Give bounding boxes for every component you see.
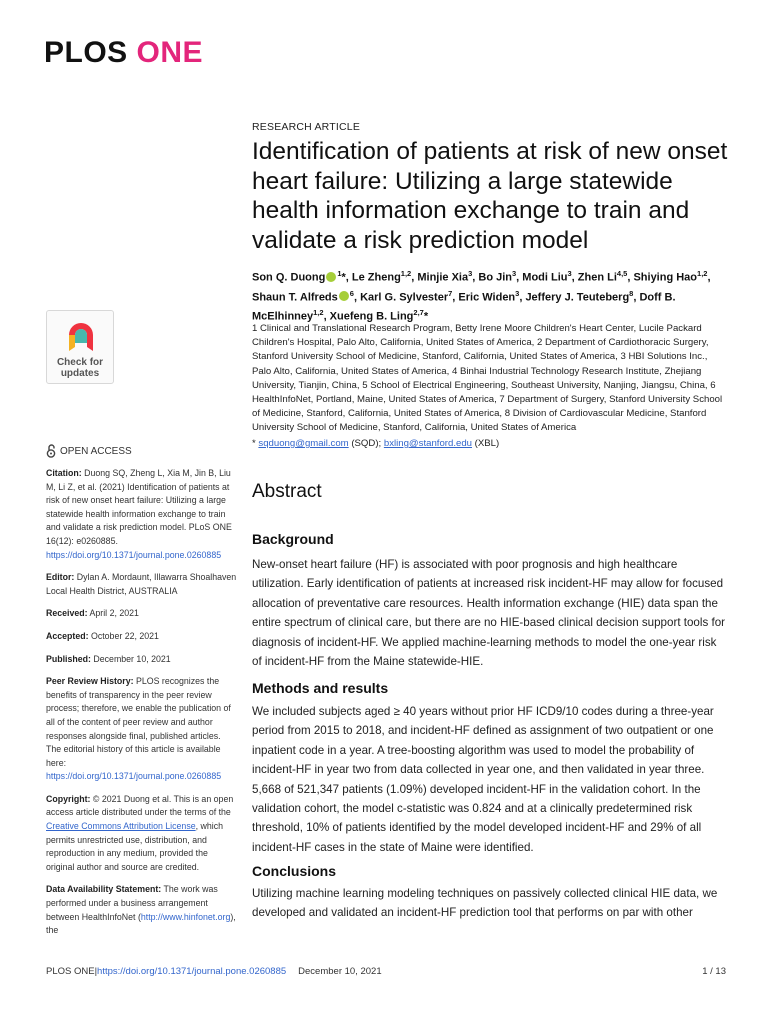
editor-label: Editor: [46,572,75,583]
author-affil: 3 [567,269,572,278]
license-link[interactable]: Creative Commons Attribution License [46,821,196,832]
article-metadata-sidebar [46,467,238,947]
copyright-label: Copyright: [46,793,91,804]
logo-plos-text: PLOS [44,36,128,69]
author-name: , Shiying Hao [627,271,698,284]
author-name: , Shaun T. Alfreds [252,271,711,304]
accepted-block [46,630,238,644]
author-affil: 3 [515,288,520,298]
crossmark-icon [65,317,97,355]
received-date: April 2, 2021 [87,608,139,619]
open-access [46,444,132,458]
author-affil: 2,7 [413,308,424,318]
published-date: December 10, 2021 [90,653,171,664]
check-for-updates-badge[interactable] [46,310,114,384]
author-affil: 1,2 [400,269,412,278]
author-name: , Karl G. Sylvester [353,291,449,304]
peer-review-label: Peer Review History: [46,676,134,687]
email-tag: (XBL) [472,438,500,449]
hinfonet-link[interactable]: http://www.hinfonet.org [140,911,231,922]
copyright-text-2: , which permits unrestricted use, distribution, and reproduction in any medium, provided the original author and source are credited. [46,821,224,872]
citation-text: Duong SQ, Zheng L, Xia M, Jin B, Liu M, Li Z, et al. (2021) Identification of patients at risk of new onset heart failure: Utilizing a large statewide health information exchange to train and validate a risk prediction model. PLoS ONE 16(12): e0260885. [46,468,232,546]
copyright-text: © 2021 Duong et al. This is an open access article distributed under the terms of the [46,793,234,818]
accepted-date: October 22, 2021 [88,630,159,641]
orcid-icon[interactable] [339,291,349,301]
badge-line-1: Check for [56,357,104,368]
corresponding-star: * [252,438,259,449]
background-heading: Background [252,531,334,547]
logo-one-text: ONE [136,36,204,69]
conclusions-paragraph: Utilizing machine learning modeling techniques on passively collected clinical HIE data, we developed and validated an incident-HF prediction tool that performs on par with other [252,887,718,920]
orcid-icon[interactable] [326,272,336,282]
author-name: , Xuefeng B. Ling [323,310,414,323]
citation-label: Citation: [46,468,82,478]
author-affil: 8 [629,288,634,298]
citation-block [46,467,238,562]
peer-review-link[interactable]: https://doi.org/10.1371/journal.pone.0260885 [46,771,222,782]
footer-separator: | [94,966,98,977]
footer-date: December 10, 2021 [298,966,382,977]
email-link[interactable]: bxling@stanford.edu [383,438,473,449]
methods-paragraph: We included subjects aged ≥ 40 years without prior HF ICD9/10 codes during a three-year period from 2015 to 2018, and incident-HF defined as assignment of two outpatient or one inpatient code in a year. A tree-boosting algorithm was used to model the probability of incident-HF in year two from data collected in year one, and then validated in year three. 5,668 of 521,347 patients (1.09%) developed incident-HF in the validation cohort. In the validation cohort, the model c-statistic was 0.824 and at a clinically predetermined risk threshold, 10% of patients identified by the model developed incident-HF and 29% of all incident-HF cases in the state of Maine were identified. [252,705,714,854]
copyright-block [46,793,238,875]
author-affil: 3 [468,269,473,278]
abstract-heading: Abstract [252,481,322,502]
journal-logo[interactable] [44,38,203,68]
author-name: , Minjie Xia [411,271,469,284]
background-paragraph: New-onset heart failure (HF) is associated with poor prognosis and high healthcare utilization. Early identification of patients at increased risk incident-HF may allow for focused allocation of preventative care resources. Health information exchange (HIE) data span the entire spectrum of clinical care, but there are no HIE-based clinical decision support tools for diagnosis of incident-HF. We applied machine-learning methods to model the one-year risk of incident-HF from the Maine statewide-HIE. [252,558,726,669]
author-name: , Bo Jin [472,271,512,284]
author-affil: 7 [448,288,453,298]
corresponding-mark: *, [341,271,349,284]
data-availability-text-2: ), the [46,911,236,936]
open-access-label: OPEN ACCESS [60,445,132,457]
published-label: Published: [46,653,91,664]
author-name: , Modi Liu [516,271,568,284]
author-affil: 1,2 [313,308,324,318]
author-name: , Eric Widen [452,291,516,304]
correspondence [252,438,499,449]
author-affil: 6 [349,288,354,298]
editor-text: Dylan A. Mordaunt, Illawarra Shoalhaven Local Health District, AUSTRALIA [46,572,237,596]
peer-review-text: PLOS recognizes the benefits of transparency in the peer review process; therefore, we enable the publication of all of the content of peer review and author responses alongside final, published articles. The editorial history of this article is available here: [46,676,231,768]
email-tag: (SQD); [348,438,384,449]
received-label: Received: [46,608,88,619]
author-name: , Zhen Li [571,271,617,284]
peer-review-block [46,675,238,784]
received-block [46,607,238,621]
data-availability-label: Data Availability Statement: [46,884,162,895]
author-affil: 3 [512,269,517,278]
author-name: Le Zheng [348,271,401,284]
editor-block [46,571,238,598]
author-name: Son Q. Duong [252,271,326,284]
affiliations: 1 Clinical and Translational Research Program, Betty Irene Moore Children's Heart Center, Lucile Packard Children's Hospital, Palo Alto, California, United States of America, 2 Department of Cardiothoracic Surgery, Stanford University School of Medicine, Stanford, California, United States of America, 3 HBI Solutions Inc., Palo Alto, California, United States of America, 4 Binhai Industrial Technology Research Institute, Zhejiang University, Tianjin, China, 5 School of Electrical Engineering, Southeast University, Nanjing, Jiangsu, China, 6 HealthInfoNet, Portland, Maine, United States of America, 7 Department of Surgery, Stanford University School of Medicine, Stanford, California, United States of America, 8 Division of Cardiovascular Medicine, Stanford University School of Medicine, Stanford, California, United States of America [252,323,723,434]
methods-heading: Methods and results [252,680,389,696]
author-affil: 1,2 [697,269,708,278]
author-list [252,266,732,325]
article-title: Identification of patients at risk of new onset heart failure: Utilizing a large statewide health information exchange to train and validate a risk prediction model [252,138,728,254]
author-affil: 4,5 [616,269,628,278]
published-block [46,653,238,667]
badge-line-2: updates [60,368,100,379]
conclusions-heading: Conclusions [252,863,337,879]
author-name: , Jeffery J. Teuteberg [519,291,630,304]
footer-journal: PLOS ONE [46,966,95,977]
accepted-label: Accepted: [46,630,89,641]
citation-doi-link[interactable]: https://doi.org/10.1371/journal.pone.0260885 [46,549,222,560]
author-name: , Doff B. McElhinney [252,291,676,323]
page-footer [46,966,726,977]
page-number: 1 / 13 [702,966,726,977]
open-lock-icon [46,444,56,458]
article-type: RESEARCH ARTICLE [252,121,361,133]
data-availability-text: The work was performed under a business arrangement between HealthInfoNet ( [46,884,218,922]
corresponding-mark: * [423,310,429,323]
author-affil: 1 [337,269,342,278]
email-link[interactable]: sqduong@gmail.com [258,438,349,449]
badge-label [47,357,113,379]
data-availability-block [46,883,238,937]
footer-doi-link[interactable]: https://doi.org/10.1371/journal.pone.0260885 [97,966,287,977]
